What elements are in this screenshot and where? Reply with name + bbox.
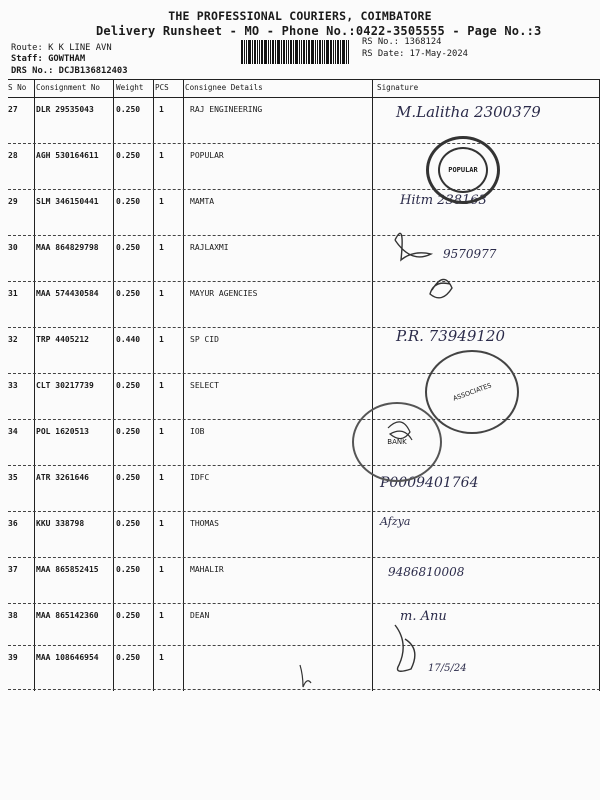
signature-scribble	[430, 279, 452, 297]
row-pcs: 1	[159, 289, 164, 298]
row-signature: 9570977	[443, 247, 497, 261]
col-weight: Weight	[116, 83, 144, 92]
row-pcs: 1	[159, 611, 164, 620]
row-sno: 34	[8, 427, 18, 436]
row-signature: P0009401764	[380, 475, 479, 491]
row-pcs: 1	[159, 473, 164, 482]
col-signature: Signature	[377, 83, 419, 92]
row-sno: 31	[8, 289, 18, 298]
row-weight: 0.250	[116, 611, 141, 620]
row-signature: Hitm 238163	[400, 193, 487, 208]
row-pcs: 1	[159, 197, 164, 206]
row-consignee: RAJ ENGINEERING	[190, 105, 263, 114]
stamp-text: POPULAR	[448, 166, 478, 174]
row-pcs: 1	[159, 335, 164, 344]
row-sno: 38	[8, 611, 18, 620]
row-consignment-no: POL 1620513	[36, 427, 89, 436]
row-pcs: 1	[159, 519, 164, 528]
row-signature: M.Lalitha 2300379	[396, 103, 541, 121]
row-sno: 29	[8, 197, 18, 206]
signature-scribble	[388, 422, 412, 440]
signature-scribble	[300, 665, 311, 687]
row-sno: 27	[8, 105, 18, 114]
row-consignee: MAHALIR	[190, 565, 224, 574]
row-signature: 9486810008	[388, 565, 465, 579]
row-consignee: MAMTA	[190, 197, 215, 206]
col-consignee: Consignee Details	[185, 83, 263, 92]
rs-date-label: RS Date:	[362, 49, 405, 59]
row-sno: 28	[8, 151, 18, 160]
row-weight: 0.250	[116, 151, 141, 160]
row-signature: m. Anu	[400, 609, 447, 624]
row-consignee: IDFC	[190, 473, 210, 482]
row-consignee: SELECT	[190, 381, 219, 390]
row-weight: 0.250	[116, 565, 141, 574]
company-name: THE PROFESSIONAL COURIERS, COIMBATORE	[168, 9, 432, 23]
row-weight: 0.250	[116, 105, 141, 114]
row-consignee: IOB	[190, 427, 205, 436]
row-pcs: 1	[159, 381, 164, 390]
row-consignment-no: CLT 30217739	[36, 381, 94, 390]
staff-value: GOWTHAM	[48, 54, 86, 64]
drs-label: DRS No.:	[11, 66, 54, 76]
row-pcs: 1	[159, 151, 164, 160]
row-weight: 0.250	[116, 653, 141, 662]
row-consignment-no: AGH 530164611	[36, 151, 99, 160]
row-consignee: POPULAR	[190, 151, 224, 160]
row-weight: 0.440	[116, 335, 141, 344]
row-consignment-no: MAA 574430584	[36, 289, 99, 298]
row-consignment-no: SLM 346150441	[36, 197, 99, 206]
row-signature: Afzya	[380, 515, 411, 528]
row-weight: 0.250	[116, 289, 141, 298]
row-pcs: 1	[159, 243, 164, 252]
rs-no-label: RS No.:	[362, 37, 400, 47]
row-consignee: DEAN	[190, 611, 210, 620]
row-consignment-no: MAA 865852415	[36, 565, 99, 574]
runsheet-title: Delivery Runsheet - MO - Phone No.:0422-3505555 - Page No.:3	[96, 24, 542, 38]
row-consignment-no: ATR 3261646	[36, 473, 89, 482]
row-sno: 36	[8, 519, 18, 528]
row-consignee: THOMAS	[190, 519, 219, 528]
row-consignment-no: MAA 108646954	[36, 653, 99, 662]
signature-scribble	[395, 233, 431, 260]
route-label: Route:	[11, 43, 43, 53]
row-sno: 32	[8, 335, 18, 344]
row-weight: 0.250	[116, 519, 141, 528]
signature-scribble	[395, 625, 415, 671]
row-signature: 17/5/24	[428, 663, 467, 674]
col-pcs: PCS	[155, 83, 169, 92]
row-weight: 0.250	[116, 427, 141, 436]
row-weight: 0.250	[116, 197, 141, 206]
rs-date-value: 17-May-2024	[409, 49, 468, 59]
row-pcs: 1	[159, 105, 164, 114]
row-consignment-no: MAA 865142360	[36, 611, 99, 620]
row-consignment-no: KKU 338798	[36, 519, 85, 528]
row-consignee: MAYUR AGENCIES	[190, 289, 258, 298]
row-sno: 37	[8, 565, 18, 574]
col-consignment: Consignment No	[36, 83, 101, 92]
row-sno: 35	[8, 473, 18, 482]
row-weight: 0.250	[116, 243, 141, 252]
row-consignment-no: DLR 29535043	[36, 105, 94, 114]
row-weight: 0.250	[116, 381, 141, 390]
row-pcs: 1	[159, 565, 164, 574]
row-pcs: 1	[159, 427, 164, 436]
stamp-text: BANK	[387, 438, 407, 446]
route-value: K K LINE AVN	[48, 43, 112, 53]
row-sno: 39	[8, 653, 18, 662]
row-consignment-no: TRP 4405212	[36, 335, 89, 344]
row-consignee: RAJLAXMI	[190, 243, 229, 252]
staff-label: Staff:	[11, 54, 43, 64]
stamp-text: ASSOCIATES	[451, 381, 493, 403]
row-pcs: 1	[159, 653, 164, 662]
row-sno: 33	[8, 381, 18, 390]
row-signature: P.R. 73949120	[396, 327, 505, 345]
row-weight: 0.250	[116, 473, 141, 482]
row-sno: 30	[8, 243, 18, 252]
rs-no-value: 1368124	[404, 37, 442, 47]
row-consignee: SP CID	[190, 335, 219, 344]
row-consignment-no: MAA 864829798	[36, 243, 99, 252]
col-sno: S No	[8, 83, 27, 92]
drs-value: DCJB136812403	[58, 66, 128, 76]
